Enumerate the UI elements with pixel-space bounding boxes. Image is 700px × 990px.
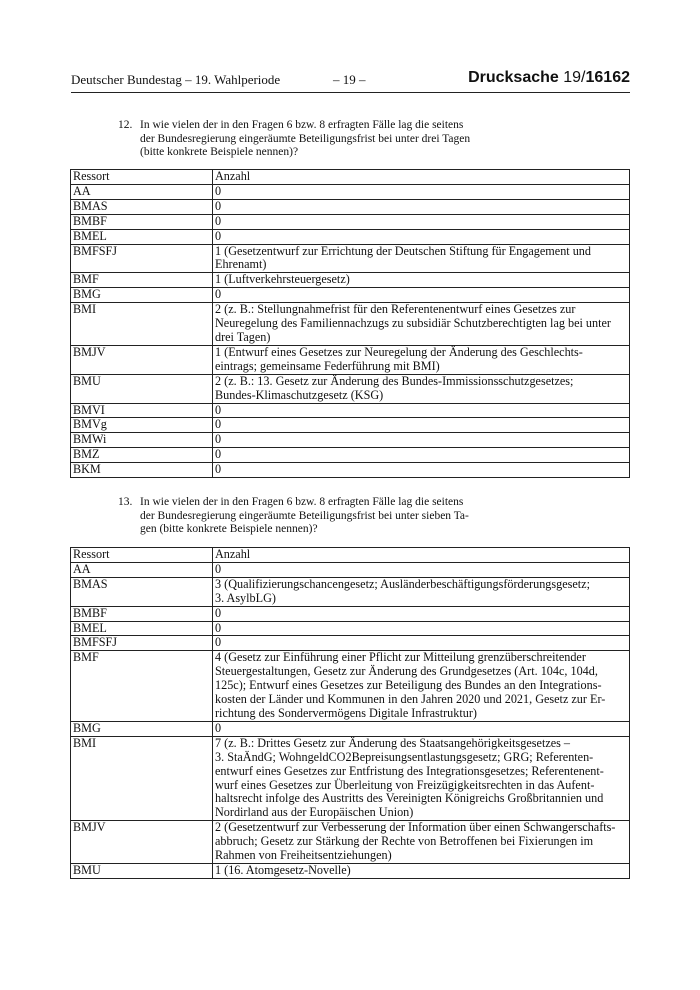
anzahl-line: 0: [215, 228, 222, 243]
table-row: [71, 721, 630, 736]
anzahl-line: 2 (z. B.: 13. Gesetz zur Änderung des Bundes-Immissionsschutzgesetzes;: [215, 373, 574, 388]
anzahl-line: 125c); Entwurf eines Gesetzes zur Beteiligung des Bundes an den Integrations-: [215, 678, 602, 693]
table-row: [71, 606, 630, 621]
anzahl-cell: [213, 229, 630, 244]
anzahl-cell: [213, 721, 630, 736]
anzahl-line: 0: [215, 447, 222, 462]
anzahl-cell: [213, 418, 630, 433]
anzahl-line: Nordirland aus der Europäischen Union): [215, 805, 414, 820]
ressort-cell: BMI: [71, 736, 213, 820]
ressort-cell: BMVI: [71, 403, 213, 418]
column-header-ressort: Ressort: [71, 548, 213, 563]
anzahl-line: 0: [215, 432, 222, 447]
page-number: – 19 –: [333, 72, 366, 87]
table-question-12: [70, 169, 630, 478]
table-row: [71, 199, 630, 214]
table-row: [71, 621, 630, 636]
anzahl-line: abbruch; Gesetz zur Stärkung der Rechte von Betroffenen bei Fixierungen im: [215, 834, 594, 849]
table-row: [71, 229, 630, 244]
anzahl-line: Ehrenamt): [215, 257, 267, 272]
table-row: [71, 448, 630, 463]
anzahl-cell: [213, 463, 630, 478]
column-header-anzahl: Anzahl: [213, 170, 630, 185]
anzahl-cell: [213, 448, 630, 463]
anzahl-cell: [213, 651, 630, 722]
anzahl-line: wurf eines Gesetzes zur Überleitung von Freizügigkeitsrechten in das Aufent-: [215, 777, 595, 792]
anzahl-line: 1 (Gesetzentwurf zur Errichtung der Deutschen Stiftung für Engagement und: [215, 243, 591, 258]
ressort-cell: BMI: [71, 303, 213, 346]
publication-title: Deutscher Bundestag – 19. Wahlperiode: [71, 72, 281, 87]
anzahl-line: kosten der Länder und Kommunen in den Jahren 2020 und 2021, Gesetz zur Er-: [215, 692, 606, 707]
column-header-anzahl: Anzahl: [213, 548, 630, 563]
table-header-row: [71, 548, 630, 563]
table-row: [71, 214, 630, 229]
table-row: [71, 863, 630, 878]
anzahl-line: Neuregelung des Familiennachzugs zu subsidiär Schutzberechtigten lag bei unter: [215, 316, 611, 331]
anzahl-line: 0: [215, 720, 222, 735]
ressort-cell: BMBF: [71, 606, 213, 621]
table-row: [71, 345, 630, 374]
anzahl-line: 3. StaÄndG; WohngeldCO2Bepreisungsentlastungsgesetz; GRG; Referenten-: [215, 749, 594, 764]
ressort-cell: BKM: [71, 463, 213, 478]
question-13: [118, 496, 478, 537]
anzahl-cell: [213, 345, 630, 374]
anzahl-cell: [213, 214, 630, 229]
anzahl-line: 0: [215, 605, 222, 620]
ressort-cell: BMG: [71, 288, 213, 303]
table-row: [71, 374, 630, 403]
anzahl-line: 1 (Luftverkehrsteuergesetz): [215, 272, 350, 287]
anzahl-cell: [213, 199, 630, 214]
anzahl-cell: [213, 606, 630, 621]
anzahl-cell: [213, 433, 630, 448]
question-number: 13.: [118, 496, 133, 508]
question-number: 12.: [118, 119, 133, 131]
table-header-row: [71, 170, 630, 185]
anzahl-line: Rahmen von Freiheitsentziehungen): [215, 848, 392, 863]
anzahl-cell: [213, 184, 630, 199]
question-text: In wie vielen der in den Fragen 6 bzw. 8 erfragten Fälle lag die seitens der Bundesregierung eingeräumte Beteiligungsfrist bei unter sieben Ta- gen (bitte konkrete Beispiele nennen)?: [140, 496, 469, 536]
ressort-cell: BMU: [71, 374, 213, 403]
anzahl-cell: [213, 403, 630, 418]
anzahl-line: richtung des Sondervermögens Digitale Infrastruktur): [215, 705, 477, 720]
anzahl-line: Bundes-Klimaschutzgesetz (KSG): [215, 387, 384, 402]
page-header: [71, 70, 630, 93]
ressort-cell: AA: [71, 562, 213, 577]
table-row: [71, 288, 630, 303]
anzahl-line: 2 (z. B.: Stellungnahmefrist für den Referentenentwurf eines Gesetzes zur: [215, 302, 576, 317]
table-row: [71, 651, 630, 722]
anzahl-line: 4 (Gesetz zur Einführung einer Pflicht zur Mitteilung grenzüberschreitender: [215, 650, 586, 665]
anzahl-line: entwurf eines Gesetzes zur Entfristung des Integrationsgesetzes; Referentenent-: [215, 763, 604, 778]
anzahl-line: eintrags; gemeinsame Federführung mit BMI): [215, 358, 440, 373]
table-row: [71, 303, 630, 346]
anzahl-cell: [213, 562, 630, 577]
anzahl-line: 3. AsylbLG): [215, 590, 276, 605]
ressort-cell: BMEL: [71, 229, 213, 244]
table-row: [71, 433, 630, 448]
ressort-cell: BMF: [71, 273, 213, 288]
ressort-cell: BMVg: [71, 418, 213, 433]
anzahl-cell: [213, 736, 630, 820]
ressort-cell: BMFSFJ: [71, 244, 213, 273]
anzahl-line: drei Tagen): [215, 329, 271, 344]
anzahl-line: 0: [215, 183, 222, 198]
anzahl-line: 0: [215, 635, 222, 650]
question-12: [118, 119, 478, 160]
table-row: [71, 403, 630, 418]
anzahl-line: 0: [215, 462, 222, 477]
ressort-cell: BMFSFJ: [71, 636, 213, 651]
anzahl-line: 0: [215, 620, 222, 635]
anzahl-cell: [213, 303, 630, 346]
anzahl-cell: [213, 374, 630, 403]
anzahl-cell: [213, 863, 630, 878]
column-header-ressort: Ressort: [71, 170, 213, 185]
anzahl-line: 2 (Gesetzentwurf zur Verbesserung der Information über einen Schwangerschafts-: [215, 820, 616, 835]
anzahl-cell: [213, 244, 630, 273]
ressort-cell: BMJV: [71, 345, 213, 374]
document-number: Drucksache 19/16162: [468, 69, 630, 86]
ressort-cell: BMWi: [71, 433, 213, 448]
table-row: [71, 636, 630, 651]
anzahl-cell: [213, 821, 630, 864]
anzahl-line: 7 (z. B.: Drittes Gesetz zur Änderung des Staatsangehörigkeitsgesetzes –: [215, 735, 571, 750]
ressort-cell: BMEL: [71, 621, 213, 636]
anzahl-cell: [213, 636, 630, 651]
table-row: [71, 562, 630, 577]
ressort-cell: BMBF: [71, 214, 213, 229]
table-row: [71, 418, 630, 433]
anzahl-cell: [213, 621, 630, 636]
anzahl-line: haltsrecht infolge des Austritts des Vereinigten Königreichs Großbritannien und: [215, 791, 604, 806]
table-question-13: [70, 547, 630, 879]
table-row: [71, 736, 630, 820]
anzahl-line: 0: [215, 417, 222, 432]
ressort-cell: BMJV: [71, 821, 213, 864]
ressort-cell: BMZ: [71, 448, 213, 463]
ressort-cell: BMF: [71, 651, 213, 722]
table-row: [71, 577, 630, 606]
question-text: In wie vielen der in den Fragen 6 bzw. 8 erfragten Fälle lag die seitens der Bundesregierung eingeräumte Beteiligungsfrist bei unter drei Tagen (bitte konkrete Beispiele nennen)?: [140, 119, 471, 159]
anzahl-line: Steuergestaltungen, Gesetz zur Änderung des Grundgesetzes (Art. 104c, 104d,: [215, 664, 598, 679]
anzahl-cell: [213, 288, 630, 303]
ressort-cell: BMAS: [71, 199, 213, 214]
ressort-cell: BMAS: [71, 577, 213, 606]
table-row: [71, 273, 630, 288]
anzahl-line: 0: [215, 213, 222, 228]
table-row: [71, 821, 630, 864]
anzahl-line: 1 (16. Atomgesetz-Novelle): [215, 862, 351, 877]
anzahl-line: 0: [215, 287, 222, 302]
anzahl-cell: [213, 577, 630, 606]
table-row: [71, 463, 630, 478]
ressort-cell: BMG: [71, 721, 213, 736]
ressort-cell: AA: [71, 184, 213, 199]
table-row: [71, 184, 630, 199]
anzahl-cell: [213, 273, 630, 288]
ressort-cell: BMU: [71, 863, 213, 878]
anzahl-line: 0: [215, 561, 222, 576]
table-row: [71, 244, 630, 273]
anzahl-line: 0: [215, 402, 222, 417]
anzahl-line: 3 (Qualifizierungschancengesetz; Ausländerbeschäftigungsförderungsgesetz;: [215, 576, 590, 591]
anzahl-line: 1 (Entwurf eines Gesetzes zur Neuregelung der Änderung des Geschlechts-: [215, 344, 583, 359]
anzahl-line: 0: [215, 198, 222, 213]
